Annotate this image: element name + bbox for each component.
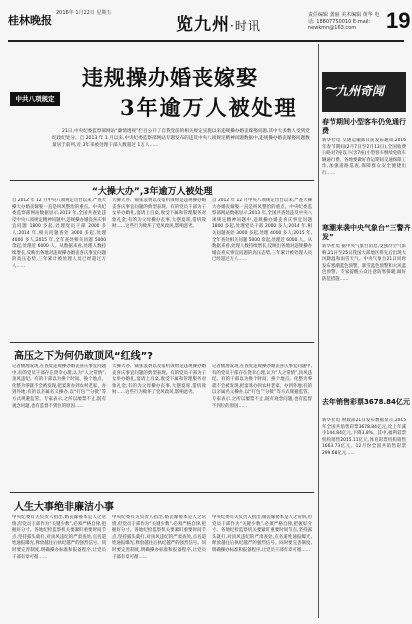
column-banner-title: 九州奇闻 — [336, 84, 385, 98]
section-2-column-2: 大操大办、铺张浪费以及借机敛财是违规操办婚丧喜庆事宜问题的典型表现。有的党员干部为子女举办婚礼,宴请上百桌,收受下属和管理服务对象礼金;有的为父母操办丧事,大摆宴席,借机敛财……这些行为败坏了党风政风,影响恶劣。 — [112, 364, 206, 396]
right-article-3-text: 新华社电 财政部21日发布数据显示,2015年全国共销售彩票3678.84亿元,比上年减少144.84亿元,下降3.8%。其中,福利彩票机构销售2015.11亿元,体育彩票机构销售1663.73亿元。12月份全国共销售彩票299.68亿元…… — [322, 418, 406, 456]
column-banner — [322, 72, 406, 112]
section-3-column-1: 中央纪委有关负责人指出,婚丧嫁娶本是人之常情,但党员干部作为“关键少数”,必须严格自律,把握好分寸。各地纪检监察机关要紧盯重要时间节点,坚持露头就打,对顶风违纪的严肃查处,点名道姓通报曝光,释放越往后执纪越严的强烈信号。同时要完善制度,明确操办标准和报备程序,让党员干部有章可循…… — [12, 515, 106, 560]
issue-date: 2016年 1月22日 星期五 — [56, 10, 112, 16]
section-1-column-2: 大操大办、铺张浪费以及借机敛财是违规操办婚丧喜庆事宜问题的典型表现。有的党员干部为子女举办婚礼,宴请上百桌,收受下属和管理服务对象礼金;有的为父母操办丧事,大摆宴席,借机敛财……这些行为败坏了党风政风,影响恶劣。 — [112, 198, 206, 230]
divider — [10, 342, 314, 343]
section-3-column-3: 中央纪委有关负责人指出,婚丧嫁娶本是人之常情,但党员干部作为“关键少数”,必须严格自律,把握好分寸。各地纪检监察机关要紧盯重要时间节点,坚持露头就打,对顶风违纪的严肃查处,点名道姓通报曝光,释放越往后执纪越严的强烈信号。同时要完善制度,明确操办标准和报备程序,让党员干部有章可循…… — [212, 515, 312, 553]
right-article-1-title: 春节期间小型客车仍免通行费 — [322, 118, 406, 135]
right-article-2-title: 寒潮来袭中央气象台“三警齐发” — [322, 224, 411, 241]
section-subtitle: ·时讯 — [230, 19, 261, 33]
column-divider — [318, 44, 319, 618]
section-name: 览九州 — [176, 15, 230, 35]
divider — [10, 492, 314, 493]
section-2-column-3: 记者梳理发现,在查处违规操办婚丧喜庆事宜问题中,有的党员干部存在侥幸心理,认为“人之常情”,顶风违纪。有的干部以为换个时间、换个地点、化整为零就不会被发现,把宴席办到农村老家、办到外地;有的以亲属名义操办,以“打包”“分批”等方式规避监管。专家表示,之所以屡禁不止,既有观念问题,也有监督不到位的原因…… — [212, 364, 312, 409]
right-article-3-title: 去年销售彩票3678.84亿元 — [322, 398, 410, 406]
right-article-1-text: 新华社电 交通运输部日前发布通知,2016 年春节期间(2月7日至2月13日),全国收费公路对7座以下(含7座)小型客车继续免收车辆通行费。各地要做好春运期间交通保障工作,加强道路巡查,保障群众安全便捷出行…… — [322, 138, 406, 176]
lead-paragraph: 21日,中央纪委监察部网站“廉情透视”栏目公开了自我党前的相关规定实施以来违规操办婚丧嫁娶问题,其中大多数人受到党纪政纪处分。自 2013 年 1 月以来,中央纪委监察部网站专题发布的违反中央八项规定精神问题数据中,违规操办婚丧嫁娶问题数量居于前列,近 3年来被处理干部人数超过 1万人…… — [52, 129, 310, 148]
newspaper-name: 桂林晚报 — [8, 14, 52, 27]
page-header — [8, 6, 411, 42]
section-1-title: “大操大办”,3年逾万人被处理 — [92, 187, 213, 197]
right-article-2-text: 新华社电 据中央气象台消息,受强冷空气影响,21日至25日我国大部地区将先后出现大风降温和雨雪天气。中央气象台21日同时发布寒潮蓝色预警、暴雪蓝色预警和大风蓝色预警。专家提醒公众注意防寒保暖,做好防范措施…… — [322, 244, 406, 282]
section-2-title: 高压之下为何仍敢顶风“红线”? — [14, 351, 153, 362]
section-title — [176, 10, 261, 35]
editor-info: 责任编辑 龚丽 美术编辑 黄华 电话: 18807750010 E-mail: newkmn@163.com — [308, 12, 380, 31]
section-3-title: 人生大事绝非廉洁小事 — [14, 502, 114, 513]
side-label: 中共八项规定 — [10, 92, 60, 106]
section-3-column-2: 中央纪委有关负责人指出,婚丧嫁娶本是人之常情,但党员干部作为“关键少数”,必须严格自律,把握好分寸。各地纪检监察机关要紧盯重要时间节点,坚持露头就打,对顶风违纪的严肃查处,点名道姓通报曝光,释放越往后执纪越严的强烈信号。同时要完善制度,明确操办标准和报备程序,让党员干部有章可循…… — [112, 515, 206, 560]
page-number: 19 — [386, 8, 411, 33]
headline-line-2: 3年逾万人被处理 — [120, 95, 298, 120]
headline-line-1: 违规操办婚丧嫁娶 — [82, 65, 258, 90]
section-1-column-3: 自 2012 年 12 月中央八项规定出台以来,严查大操大办婚丧嫁娶一直是纠风整治的重点。中央纪委监察部网站数据显示,2013 年,全国共查处违反中央八项规定精神问题中,违规操办婚丧喜庆事宜问题 1800 多起,处理党员干部 2000 多人;2014 年,相关问题查处 3000 多起,处理 4000 多人;2015 年,全年查处相关问题 5000 余起,处理近 6000 人。从数据来看,处理人数持续增长,反映出各地对违规操办婚丧喜庆事宜问题的高压态势,三年累计被处理人员已经超过万人…… — [212, 198, 312, 263]
section-1-column-1: 自 2012 年 12 月中央八项规定出台以来,严查大操大办婚丧嫁娶一直是纠风整治的重点。中央纪委监察部网站数据显示,2013 年,全国共查处违反中央八项规定精神问题中,违规操办婚丧喜庆事宜问题 1800 多起,处理党员干部 2000 多人;2014 年,相关问题查处 3000 多起,处理 4000 多人;2015 年,全年查处相关问题 5000 余起,处理近 6000 人。从数据来看,处理人数持续增长,反映出各地对违规操办婚丧喜庆事宜问题的高压态势,三年累计被处理人员已经超过万人…… — [12, 198, 106, 269]
divider — [10, 180, 314, 181]
swirl-icon: ~ — [324, 78, 340, 99]
section-2-column-1: 记者梳理发现,在查处违规操办婚丧喜庆事宜问题中,有的党员干部存在侥幸心理,认为“人之常情”,顶风违纪。有的干部以为换个时间、换个地点、化整为零就不会被发现,把宴席办到农村老家、办到外地;有的以亲属名义操办,以“打包”“分批”等方式规避监管。专家表示,之所以屡禁不止,既有观念问题,也有监督不到位的原因…… — [12, 364, 106, 409]
